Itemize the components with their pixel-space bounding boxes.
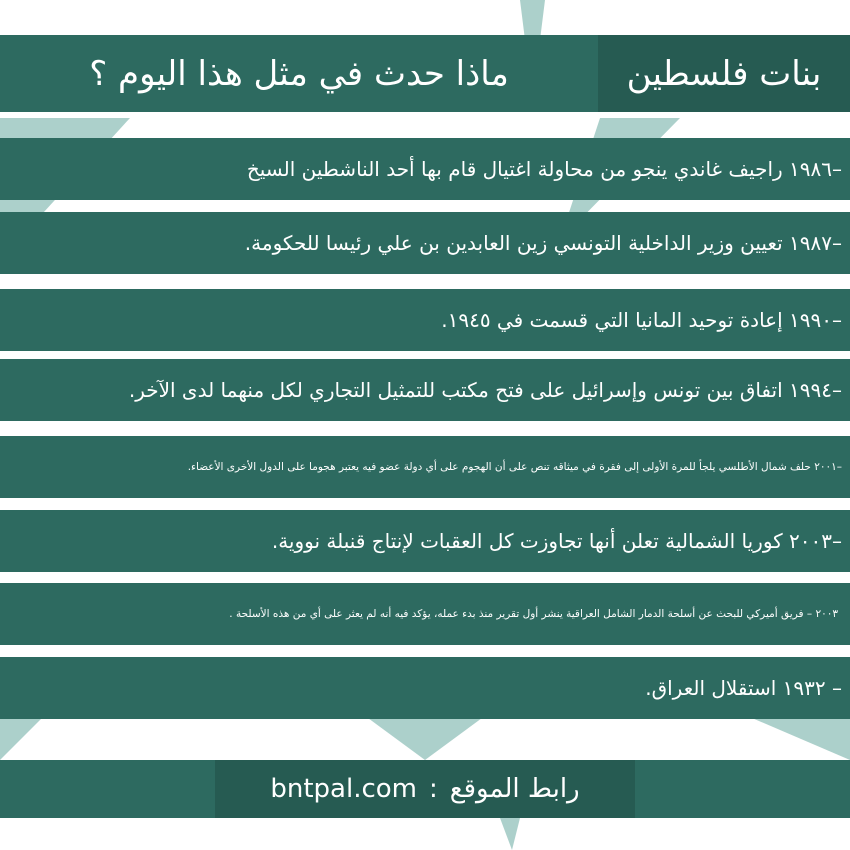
event-row: ٢٠٠٣ – فريق أميركي للبحث عن أسلحة الدمار الشامل العراقية ينشر أول تقرير منذ بدء عمله، يؤكد فيه أنه لم يعثر على أي من هذه الأسلحة . — [0, 583, 850, 645]
event-row: –١٩٨٧ تعيين وزير الداخلية التونسي زين العابدين بن علي رئيسا للحكومة. — [0, 212, 850, 274]
brand-label: بنات فلسطين — [598, 35, 850, 112]
header-bar — [0, 35, 850, 112]
event-row: –١٩٩٠ إعادة توحيد المانيا التي قسمت في ١٩٤٥. — [0, 289, 850, 351]
event-row: –٢٠٠٣ كوريا الشمالية تعلن أنها تجاوزت كل العقبات لإنتاج قنبلة نووية. — [0, 510, 850, 572]
page-title: ماذا حدث في مثل هذا اليوم ؟ — [89, 53, 509, 94]
footer-bar — [0, 760, 850, 818]
website-url[interactable]: bntpal.com — [270, 774, 418, 804]
event-row: –٢٠٠١ حلف شمال الأطلسي يلجأ للمرة الأولى إلى فقرة في ميثاقه تنص على أن الهجوم على أي دولة عضو فيه يعتبر هجوما على الدول الأخرى الأعضاء. — [0, 436, 850, 498]
website-link[interactable] — [215, 760, 635, 818]
website-separator: : — [429, 774, 438, 804]
event-row: – ١٩٣٢ استقلال العراق. — [0, 657, 850, 719]
website-label: رابط الموقع — [449, 774, 580, 804]
event-row: –١٩٩٤ اتفاق بين تونس وإسرائيل على فتح مكتب للتمثيل التجاري لكل منهما لدى الآخر. — [0, 359, 850, 421]
event-row: –١٩٨٦ راجيف غاندي ينجو من محاولة اغتيال قام بها أحد الناشطين السيخ — [0, 138, 850, 200]
